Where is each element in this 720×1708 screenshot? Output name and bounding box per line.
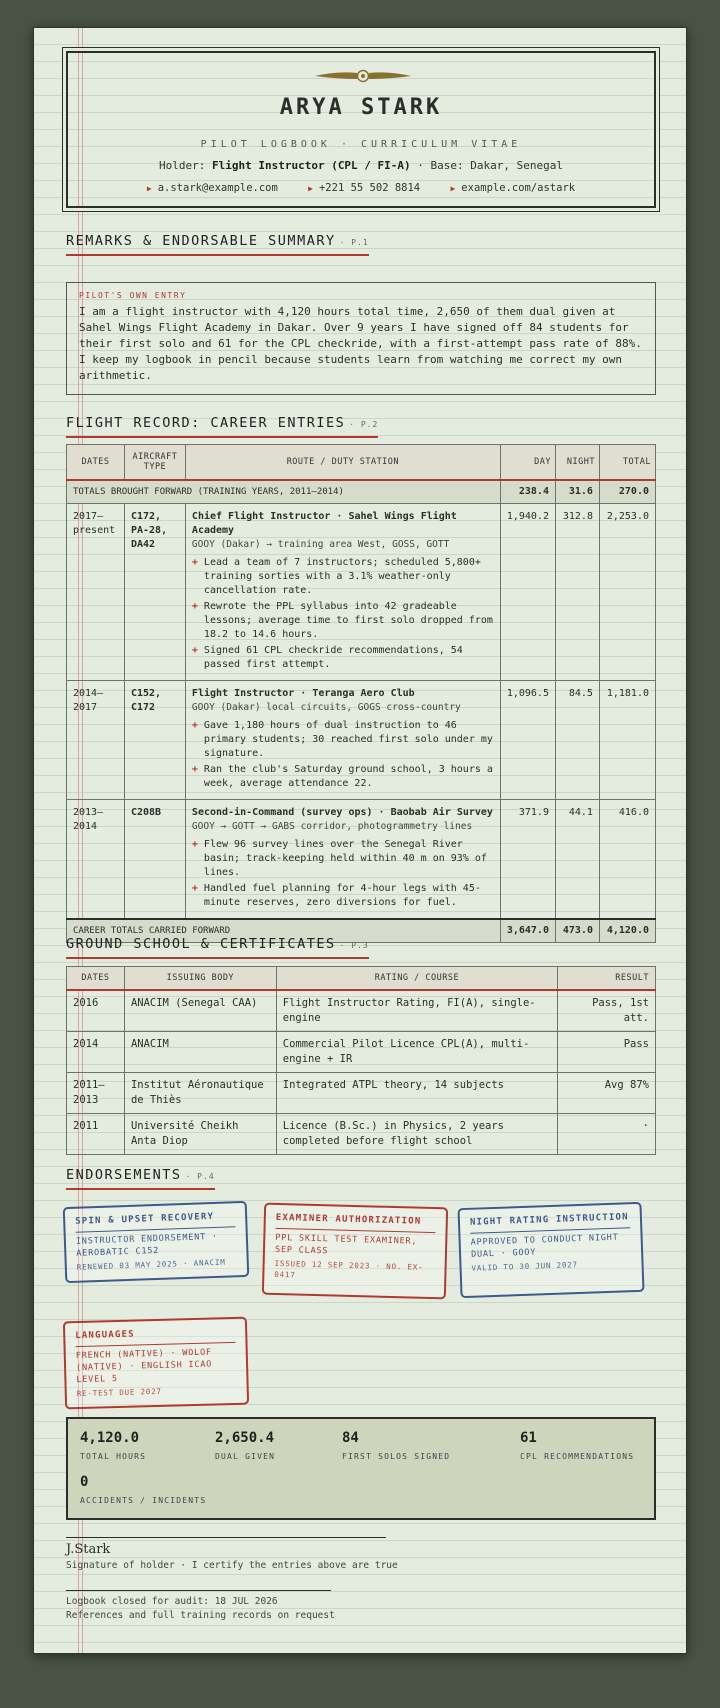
entry-role: Second-in-Command (survey ops) · Baobab Air Survey bbox=[191, 807, 493, 818]
triangle-bullet-icon: ▶ bbox=[308, 184, 313, 193]
ground-school-table bbox=[66, 966, 656, 1155]
stamp-detail: APPROVED TO CONDUCT NIGHT DUAL · GOOY bbox=[470, 1232, 619, 1260]
stat-value: 61 bbox=[520, 1430, 537, 1446]
entry-aircraft: C172, PA-28, DA42 bbox=[124, 504, 185, 681]
entry-dates: 2017–present bbox=[67, 504, 125, 681]
section-heading-flight-record bbox=[66, 415, 378, 438]
list-item: + Ran the club's Saturday ground school, 3 hours a week, average attendance 22. bbox=[192, 763, 494, 791]
cert-dates: 2011–2013 bbox=[67, 1073, 125, 1114]
endorsement-stamp-spin bbox=[63, 1201, 250, 1283]
stat-value: 0 bbox=[80, 1474, 89, 1490]
section-title: REMARKS & ENDORSABLE SUMMARY bbox=[66, 233, 336, 249]
summary-label: PILOT'S OWN ENTRY bbox=[79, 291, 187, 300]
entry-aircraft: C208B bbox=[124, 800, 185, 920]
stat-label: TOTAL HOURS bbox=[80, 1452, 147, 1461]
list-item: + Flew 96 survey lines over the Senegal River basin; track-keeping held within 40 m on 93% of lines. bbox=[192, 838, 494, 880]
entry-dates: 2014–2017 bbox=[67, 681, 125, 800]
entry-dates: 2013–2014 bbox=[67, 800, 125, 920]
cert-body: ANACIM (Senegal CAA) bbox=[124, 990, 276, 1032]
cert-result: Pass bbox=[558, 1032, 656, 1073]
stat-value: 2,650.4 bbox=[215, 1430, 275, 1446]
list-item: + Signed 61 CPL checkride recommendations, 54 passed first attempt. bbox=[192, 644, 494, 672]
entry-route: GOOY (Dakar) → training area West, GOSS, GOTT bbox=[191, 539, 450, 550]
entry-aircraft: C152, C172 bbox=[124, 681, 185, 800]
entry-bullets bbox=[192, 556, 494, 672]
holder-rating: Flight Instructor (CPL / FI-A) bbox=[211, 159, 411, 172]
table-header-row bbox=[67, 967, 656, 991]
stamp-title: SPIN & UPSET RECOVERY bbox=[75, 1210, 235, 1233]
signature: J.Stark bbox=[66, 1542, 111, 1557]
day-hours: 371.9 bbox=[500, 800, 555, 920]
stat-first-solos bbox=[342, 1430, 450, 1461]
endorsement-stamp-examiner bbox=[262, 1203, 448, 1300]
column-header: TOTAL bbox=[599, 445, 655, 481]
night-hours: 31.6 bbox=[555, 480, 599, 504]
cert-course: Licence (B.Sc.) in Physics, 2 years completed before flight school bbox=[276, 1114, 557, 1155]
contact-line bbox=[68, 182, 654, 194]
closing-rule bbox=[66, 1590, 331, 1591]
stat-label: ACCIDENTS / INCIDENTS bbox=[80, 1496, 207, 1505]
cert-body: ANACIM bbox=[124, 1032, 276, 1073]
day-hours: 238.4 bbox=[500, 480, 555, 504]
stamp-detail: PPL SKILL TEST EXAMINER, SEP CLASS bbox=[274, 1232, 418, 1257]
section-heading-summary bbox=[66, 233, 369, 256]
stamp-detail: FRENCH (NATIVE) · WOLOF (NATIVE) · ENGLISH ICAO LEVEL 5 bbox=[75, 1347, 213, 1386]
night-hours: 312.8 bbox=[555, 504, 599, 681]
page-ref: · P.3 bbox=[339, 941, 369, 950]
endorsement-stamp-languages bbox=[63, 1317, 249, 1410]
stamp-title: NIGHT RATING INSTRUCTION bbox=[470, 1211, 630, 1234]
stamp-sub: RENEWED 03 MAY 2025 · ANACIM bbox=[76, 1257, 226, 1272]
stamp-title: LANGUAGES bbox=[75, 1326, 235, 1347]
entry-bullets bbox=[192, 838, 494, 910]
endorsement-stamp-night bbox=[457, 1202, 644, 1298]
stamp-sub: RE-TEST DUE 2027 bbox=[76, 1386, 162, 1399]
column-header: RESULT bbox=[558, 967, 656, 991]
logbook-page bbox=[33, 27, 687, 1654]
list-item: + Gave 1,180 hours of dual instruction to 46 primary students; 30 reached first solo under my signature. bbox=[192, 719, 494, 761]
header-box bbox=[66, 51, 656, 208]
table-row bbox=[67, 1073, 656, 1114]
stamp-detail: INSTRUCTOR ENDORSEMENT · AEROBATIC C152 bbox=[75, 1231, 219, 1259]
page-ref: · P.2 bbox=[349, 420, 379, 429]
cert-result: · bbox=[558, 1114, 656, 1155]
list-item: + Handled fuel planning for 4-hour legs with 45-minute reserves, zero diversions for fuel. bbox=[192, 882, 494, 910]
day-hours: 1,940.2 bbox=[500, 504, 555, 681]
cert-result: Pass, 1st att. bbox=[558, 990, 656, 1032]
contact-website[interactable]: example.com/astark bbox=[461, 182, 576, 194]
page-ref: · P.1 bbox=[339, 238, 369, 247]
cert-dates: 2014 bbox=[67, 1032, 125, 1073]
entry-route: GOOY (Dakar) local circuits, GOGS cross-country bbox=[191, 702, 461, 713]
column-header: DAY bbox=[500, 445, 555, 481]
list-item: + Rewrote the PPL syllabus into 42 gradeable lessons; average time to first solo dropped from 18.2 to 14.6 hours. bbox=[192, 600, 494, 642]
table-row bbox=[67, 681, 656, 800]
column-header: DATES bbox=[67, 967, 125, 991]
cert-course: Flight Instructor Rating, FI(A), single-engine bbox=[276, 990, 557, 1032]
section-title: GROUND SCHOOL & CERTIFICATES bbox=[66, 936, 336, 952]
cert-body: Institut Aéronautique de Thiès bbox=[124, 1073, 276, 1114]
column-header: ROUTE / DUTY STATION bbox=[185, 445, 500, 481]
stat-total-hours bbox=[80, 1430, 146, 1461]
stat-dual-given bbox=[215, 1430, 275, 1461]
table-row bbox=[67, 504, 656, 681]
brought-forward-row bbox=[67, 480, 656, 504]
cert-course: Integrated ATPL theory, 14 subjects bbox=[276, 1073, 557, 1114]
triangle-bullet-icon: ▶ bbox=[146, 184, 152, 193]
list-item: + Lead a team of 7 instructors; scheduled 5,800+ training sorties with a 3.1% weather-only cancellation rate. bbox=[192, 556, 494, 598]
column-header: RATING / COURSE bbox=[276, 967, 557, 991]
stats-panel bbox=[66, 1417, 656, 1520]
holder-name: ARYA STARK bbox=[279, 95, 443, 120]
triangle-bullet-icon: ▶ bbox=[450, 184, 456, 193]
table-row bbox=[67, 800, 656, 920]
entry-role: Flight Instructor · Teranga Aero Club bbox=[191, 688, 415, 699]
cert-body: Université Cheikh Anta Diop bbox=[124, 1114, 276, 1155]
total-hours: 416.0 bbox=[599, 800, 655, 920]
signature-caption: Signature of holder · I certify the entries above are true bbox=[66, 1560, 398, 1571]
entry-bullets bbox=[192, 719, 494, 791]
stat-cpl-recommendations bbox=[520, 1430, 634, 1461]
total-hours: 4,120.0 bbox=[599, 919, 655, 943]
stat-value: 84 bbox=[342, 1430, 359, 1446]
section-heading-ground-school bbox=[66, 936, 369, 959]
cert-result: Avg 87% bbox=[558, 1073, 656, 1114]
night-hours: 44.1 bbox=[555, 800, 599, 920]
table-header-row bbox=[67, 445, 656, 481]
contact-phone[interactable]: +221 55 502 8814 bbox=[318, 182, 421, 194]
cert-course: Commercial Pilot Licence CPL(A), multi-engine + IR bbox=[276, 1032, 557, 1073]
brought-forward-label: TOTALS BROUGHT FORWARD (TRAINING YEARS, 2011–2014) bbox=[67, 480, 501, 504]
summary-box bbox=[66, 282, 656, 395]
column-header: NIGHT bbox=[555, 445, 599, 481]
stat-label: CPL RECOMMENDATIONS bbox=[520, 1452, 635, 1461]
stat-label: FIRST SOLOS SIGNED bbox=[342, 1452, 451, 1461]
summary-text: I am a flight instructor with 4,120 hours total time, 2,650 of them dual given at Sahel Wings Flight Academy in Dakar. Over 9 years I have signed off 84 students for their first solo and 61 for the CPL checkride, with a first-attempt pass rate of 88%. I keep my logbook in pencil because students learn from watching me correct my own arithmetic. bbox=[79, 305, 642, 382]
column-header: AIRCRAFT TYPE bbox=[124, 445, 185, 481]
pilot-wings-icon bbox=[313, 69, 413, 83]
section-title: FLIGHT RECORD: CAREER ENTRIES bbox=[66, 415, 346, 431]
cert-dates: 2016 bbox=[67, 990, 125, 1032]
entry-role: Chief Flight Instructor · Sahel Wings Flight Academy bbox=[191, 511, 457, 536]
total-hours: 2,253.0 bbox=[599, 504, 655, 681]
contact-email[interactable]: a.stark@example.com bbox=[157, 182, 278, 194]
page-ref: · P.4 bbox=[185, 1172, 215, 1181]
column-header: ISSUING BODY bbox=[124, 967, 276, 991]
night-hours: 84.5 bbox=[555, 681, 599, 800]
table-row bbox=[67, 1114, 656, 1155]
signature-line bbox=[66, 1537, 386, 1538]
stat-accidents bbox=[80, 1474, 206, 1505]
total-hours: 1,181.0 bbox=[599, 681, 655, 800]
section-heading-endorsements bbox=[66, 1167, 215, 1190]
column-header: DATES bbox=[67, 445, 125, 481]
total-hours: 270.0 bbox=[599, 480, 655, 504]
stat-value: 4,120.0 bbox=[80, 1430, 140, 1446]
night-hours: 473.0 bbox=[555, 919, 599, 943]
holder-label: Holder: bbox=[159, 159, 206, 172]
table-row bbox=[67, 990, 656, 1032]
section-title: ENDORSEMENTS bbox=[66, 1167, 182, 1183]
day-hours: 3,647.0 bbox=[500, 919, 555, 943]
entry-route: GOOY → GOTT → GABS corridor, photogrammetry lines bbox=[191, 821, 473, 832]
day-hours: 1,096.5 bbox=[500, 681, 555, 800]
stamp-sub: ISSUED 12 SEP 2023 · NO. EX-0417 bbox=[274, 1258, 424, 1280]
carried-forward-label: CAREER TOTALS CARRIED FORWARD bbox=[67, 919, 501, 943]
logbook-closed-note: Logbook closed for audit: 18 JUL 2026 bbox=[66, 1596, 278, 1607]
cert-dates: 2011 bbox=[67, 1114, 125, 1155]
holder-base: · Base: Dakar, Senegal bbox=[417, 159, 563, 172]
stamp-title: EXAMINER AUTHORIZATION bbox=[276, 1212, 436, 1233]
stat-label: DUAL GIVEN bbox=[215, 1452, 276, 1461]
stamp-sub: VALID TO 30 JUN 2027 bbox=[471, 1260, 578, 1273]
references-note: References and full training records on request bbox=[66, 1610, 335, 1621]
flight-record-table bbox=[66, 444, 656, 943]
holder-line bbox=[68, 159, 654, 172]
document-subtitle: PILOT LOGBOOK · CURRICULUM VITAE bbox=[200, 139, 522, 150]
table-row bbox=[67, 1032, 656, 1073]
